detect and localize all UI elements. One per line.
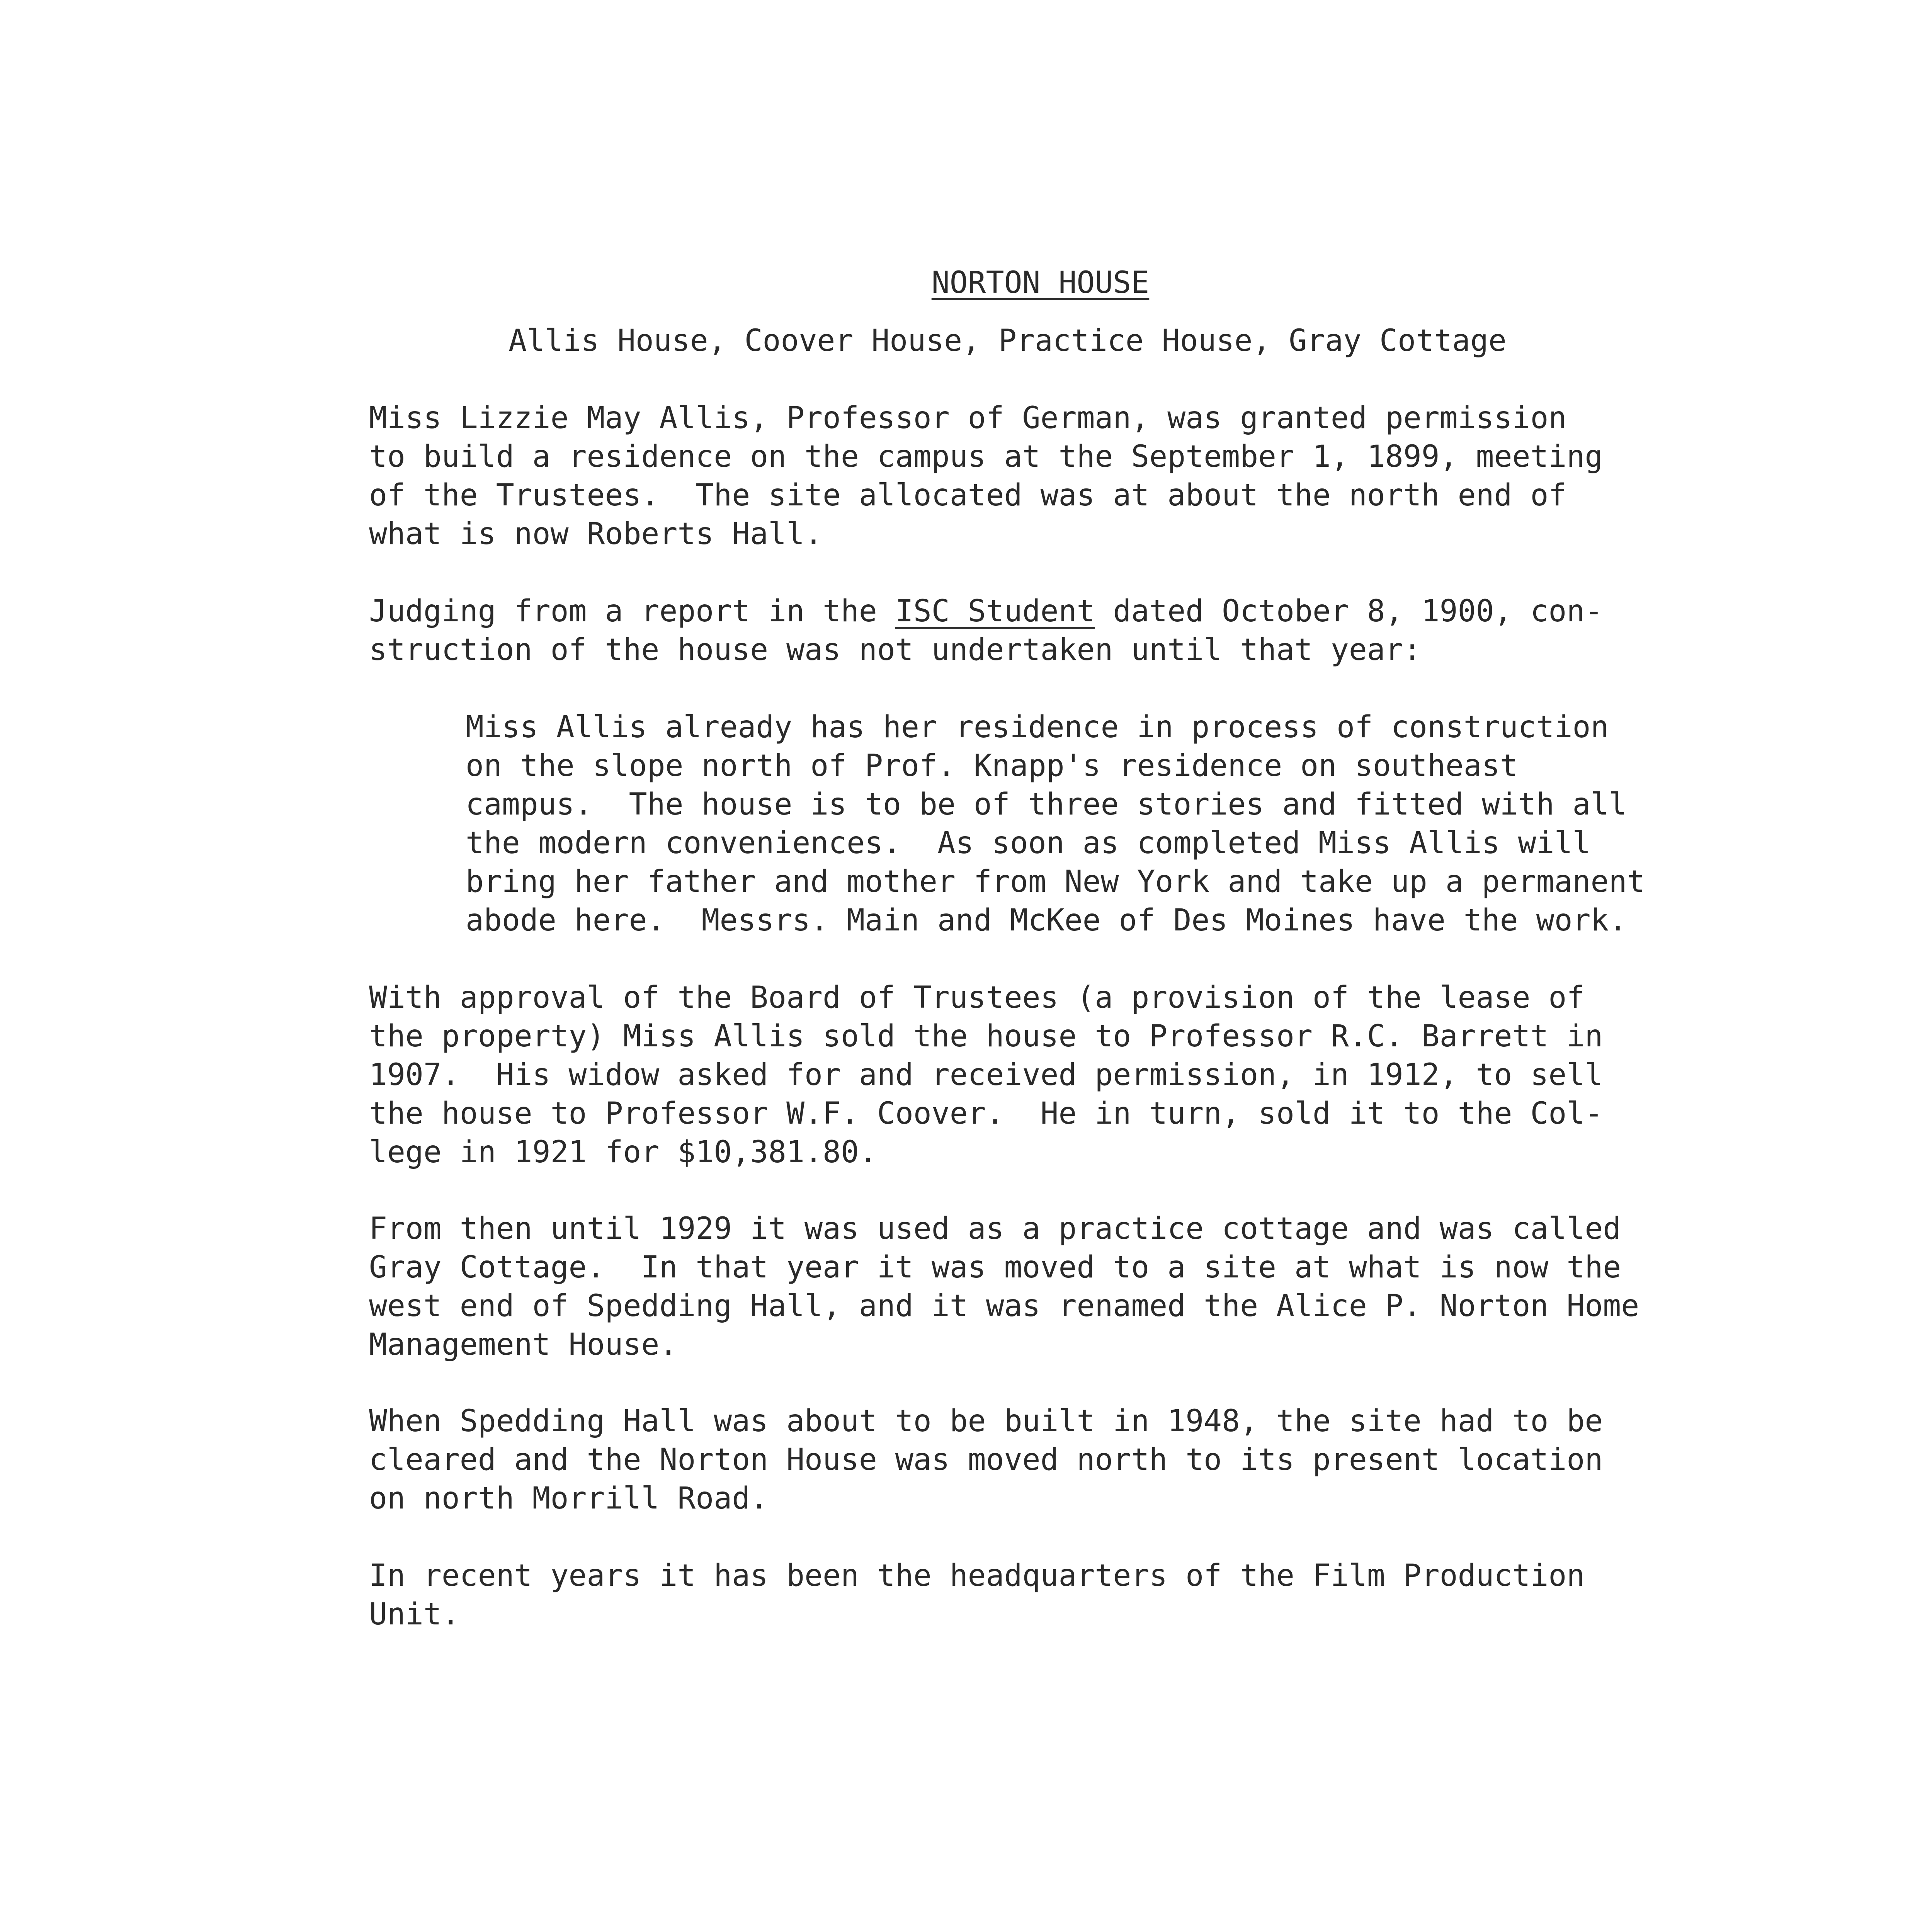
page-subtitle-text: Allis House, Coover House, Practice House, Gray Cottage: [509, 323, 1507, 358]
paragraph-line: Miss Lizzie May Allis, Professor of German, was granted permission: [369, 401, 1567, 435]
text-segment: Judging from a report in the: [369, 594, 895, 629]
paragraph-line: struction of the house was not undertaken until that year:: [369, 633, 1422, 667]
quote-line: campus. The house is to be of three stories and fitted with all: [466, 787, 1627, 822]
quote-line: on the slope north of Prof. Knapp's residence on southeast: [466, 748, 1518, 783]
quote-line: Miss Allis already has her residence in process of construction: [466, 710, 1609, 745]
page-subtitle: [0, 321, 1932, 360]
publication-title: ISC Student: [895, 594, 1095, 629]
paragraph-line: Management House.: [369, 1327, 678, 1362]
quote-line: the modern conveniences. As soon as completed Miss Allis will: [466, 826, 1591, 861]
paragraph-line: cleared and the Norton House was moved north to its present location: [369, 1442, 1603, 1477]
paragraph-line: the property) Miss Allis sold the house to Professor R.C. Barrett in: [369, 1019, 1603, 1054]
paragraph-line: In recent years it has been the headquarters of the Film Production: [369, 1558, 1585, 1593]
paragraph-line: of the Trustees. The site allocated was at about the north end of: [369, 478, 1567, 513]
paragraph-line: west end of Spedding Hall, and it was renamed the Alice P. Norton Home: [369, 1289, 1639, 1323]
quote-line: abode here. Messrs. Main and McKee of Des Moines have the work.: [466, 903, 1627, 938]
paragraph-line: to build a residence on the campus at the September 1, 1899, meeting: [369, 439, 1603, 474]
quote-line: bring her father and mother from New York and take up a permanent: [466, 864, 1645, 899]
paragraph-6: [369, 1556, 1745, 1634]
paragraph-line: From then until 1929 it was used as a practice cottage and was called: [369, 1211, 1621, 1246]
paragraph-line: 1907. His widow asked for and received permission, in 1912, to sell: [369, 1058, 1603, 1092]
paragraph-line: lege in 1921 for $10,381.80.: [369, 1135, 877, 1170]
paragraph-line: what is now Roberts Hall.: [369, 517, 823, 551]
paragraph-5: [369, 1402, 1745, 1518]
paragraph-4: [369, 1209, 1745, 1364]
paragraph-line: on north Morrill Road.: [369, 1481, 769, 1516]
paragraph-line: With approval of the Board of Trustees (a provision of the lease of: [369, 980, 1585, 1015]
paragraph-line: When Spedding Hall was about to be built in 1948, the site had to be: [369, 1404, 1603, 1439]
paragraph-line: Gray Cottage. In that year it was moved to a site at what is now the: [369, 1250, 1621, 1285]
paragraph-line: [369, 592, 1745, 631]
paragraph-1: [369, 399, 1745, 553]
paragraph-line: the house to Professor W.F. Coover. He in turn, sold it to the Col-: [369, 1096, 1603, 1131]
text-segment: dated October 8, 1900, con-: [1095, 594, 1603, 629]
paragraph-3: [369, 978, 1745, 1172]
page-title-text: NORTON HOUSE: [931, 265, 1150, 300]
page-title: [0, 264, 1932, 302]
paragraph-line: Unit.: [369, 1597, 460, 1632]
paragraph-2: [369, 592, 1745, 669]
block-quote: [466, 708, 1741, 940]
